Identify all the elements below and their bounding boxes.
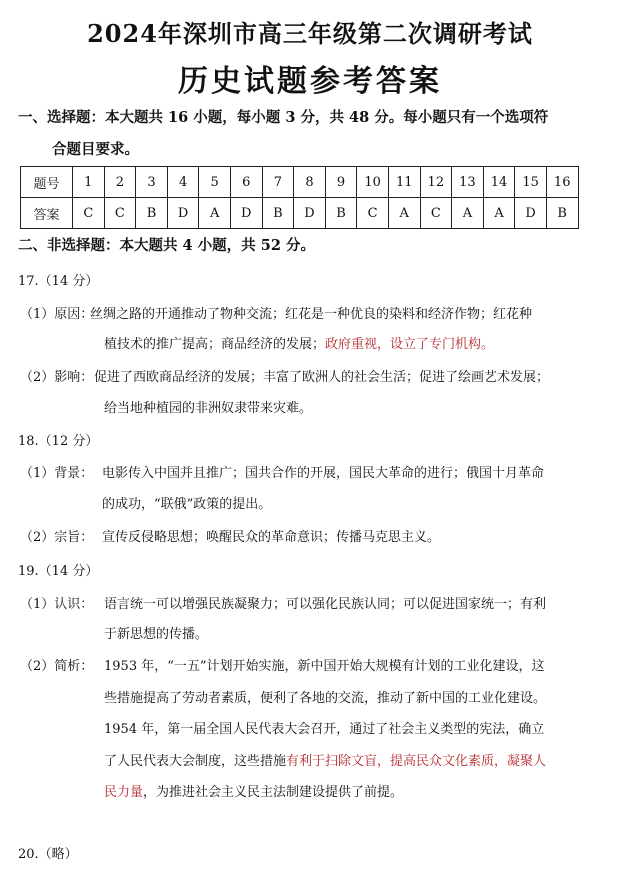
answer-cell: B (546, 198, 578, 229)
q17-part1-text: 丝绸之路的开通推动了物种交流；红花是一种优良的染料和经济作物；红花种 (90, 307, 533, 322)
q20-heading: 20.（略） (18, 847, 78, 862)
q19-part2-line1: 1953 年，“一五”计划开始实施，新中国开始大规模有计划的工业化建设，这 (104, 659, 545, 674)
answer-cell: B (262, 198, 294, 229)
question-number: 6 (230, 167, 262, 198)
q19-part1-text-cont: 于新思想的传播。 (104, 627, 209, 642)
question-number: 14 (483, 167, 515, 198)
answer-cell: C (73, 198, 105, 229)
answer-cell: D (515, 198, 547, 229)
q19-part2-line2: 些措施提高了劳动者素质，便利了各地的交流，推动了新中国的工业化建设。 (104, 691, 547, 706)
question-number-row (21, 167, 579, 198)
q19-part2-label: （2）简析： (20, 659, 94, 674)
question-number: 8 (294, 167, 326, 198)
question-number: 10 (357, 167, 389, 198)
section1-heading: 一、选择题：本大题共 16 小题，每小题 3 分，共 48 分。每小题只有一个选项符 (18, 109, 549, 126)
q18-part2-text: 宣传反侵略思想；唤醒民众的革命意识；传播马克思主义。 (102, 530, 441, 545)
question-number: 7 (262, 167, 294, 198)
q19-part2-line4 (104, 750, 546, 769)
q19-part1-label: （1）认识： (20, 597, 94, 612)
answer-cell: A (452, 198, 484, 229)
q17-heading: 17.（14 分） (18, 274, 99, 289)
answer-cell: D (167, 198, 199, 229)
answer-cell: A (388, 198, 420, 229)
q19-part2-highlight-cont: 民力量 (104, 785, 144, 800)
question-number: 15 (515, 167, 547, 198)
q17-part2-text-cont: 给当地种植园的非洲奴隶带来灾难。 (104, 401, 313, 416)
question-number: 12 (420, 167, 452, 198)
q17-part1-highlight: 政府重视，设立了专门机构。 (325, 337, 495, 352)
q19-part1-text: 语言统一可以增强民族凝聚力；可以强化民族认同；可以促进国家统一；有利 (104, 597, 547, 612)
section2-heading: 二、非选择题：本大题共 4 小题，共 52 分。 (18, 237, 315, 254)
question-number: 4 (167, 167, 199, 198)
question-number: 5 (199, 167, 231, 198)
answer-cell: A (483, 198, 515, 229)
answer-key-title: 历史试题参考答案 (178, 64, 442, 99)
q17-part2-text: 促进了西欧商品经济的发展；丰富了欧洲人的社会生活；促进了绘画艺术发展； (94, 370, 550, 385)
answer-cell: B (325, 198, 357, 229)
answer-row (21, 198, 579, 229)
q19-part2-line3: 1954 年，第一届全国人民代表大会召开，通过了社会主义类型的宪法，确立 (104, 722, 545, 737)
q17-part1-text-cont (104, 333, 494, 352)
q18-part1-text-cont: 的成功，“联俄”政策的提出。 (102, 497, 272, 512)
q17-part2-label: （2）影响： (20, 370, 94, 385)
section1-heading-cont: 合题目要求。 (52, 141, 139, 158)
answer-cell: C (420, 198, 452, 229)
question-number: 3 (136, 167, 168, 198)
question-number: 11 (388, 167, 420, 198)
q18-part2-label: （2）宗旨： (20, 530, 94, 545)
question-number: 16 (546, 167, 578, 198)
answer-cell: D (294, 198, 326, 229)
answer-cell: C (104, 198, 136, 229)
answer-cell: C (357, 198, 389, 229)
answer-table (20, 166, 579, 229)
row-label: 答案 (21, 198, 73, 229)
q18-heading: 18.（12 分） (18, 434, 99, 449)
q19-part2-highlight: 有利于扫除文盲，提高民众文化素质，凝聚人 (286, 754, 547, 769)
answer-cell: A (199, 198, 231, 229)
question-number: 13 (452, 167, 484, 198)
q19-part2-line5 (104, 781, 403, 800)
q18-part1-text: 电影传入中国并且推广；国共合作的开展，国民大革命的进行；俄国十月革命 (102, 466, 545, 481)
row-label: 题号 (21, 167, 73, 198)
question-number: 1 (73, 167, 105, 198)
q19-heading: 19.（14 分） (18, 564, 99, 579)
answer-cell: B (136, 198, 168, 229)
question-number: 9 (325, 167, 357, 198)
q17-part1-text-plain: 植技术的推广提高；商品经济的发展； (104, 337, 326, 352)
q17-part1-label: （1）原因： (20, 307, 94, 322)
q19-part2-line4-plain: 了人民代表大会制度，这些措施 (104, 754, 287, 769)
q18-part1-label: （1）背景： (20, 466, 94, 481)
answer-cell: D (230, 198, 262, 229)
question-number: 2 (104, 167, 136, 198)
exam-title: 2024年深圳市高三年级第二次调研考试 (87, 19, 533, 48)
q19-part2-line5-plain: ，为推进社会主义民主法制建设提供了前提。 (143, 785, 404, 800)
